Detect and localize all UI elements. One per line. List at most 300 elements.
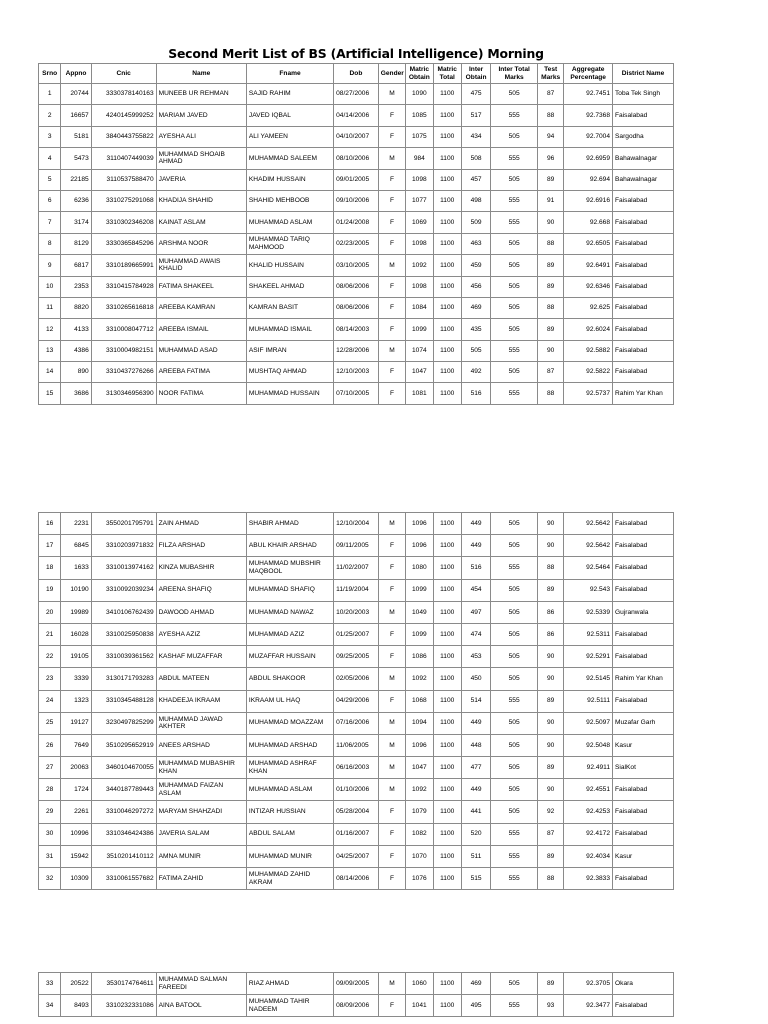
cell-matric-obtain: 1092 bbox=[406, 255, 433, 276]
cell-dob: 01/25/2007 bbox=[334, 623, 379, 645]
cell-district-name: SialKot bbox=[613, 757, 674, 779]
cell-matric-total: 1100 bbox=[433, 995, 461, 1017]
cell-inter-total-marks: 505 bbox=[491, 973, 538, 995]
cell-district-name: Faisalabad bbox=[613, 513, 674, 535]
cell-aggregate-percentage: 92.6491 bbox=[564, 255, 613, 276]
cell-fname: MUHAMMAD HUSSAIN bbox=[246, 383, 333, 404]
cell-srno: 9 bbox=[39, 255, 61, 276]
cell-name: JAVERIA bbox=[156, 169, 246, 190]
cell-test-marks: 90 bbox=[537, 340, 563, 361]
table-row bbox=[39, 84, 674, 105]
cell-inter-total-marks: 555 bbox=[491, 823, 538, 845]
cell-test-marks: 88 bbox=[537, 105, 563, 126]
cell-aggregate-percentage: 92.543 bbox=[564, 579, 613, 601]
cell-matric-total: 1100 bbox=[433, 105, 461, 126]
cell-district-name: Toba Tek Singh bbox=[613, 84, 674, 105]
cell-fname: ASIF IMRAN bbox=[246, 340, 333, 361]
column-header-matric-obtain: Matric Obtain bbox=[406, 64, 433, 84]
cell-test-marks: 90 bbox=[537, 212, 563, 233]
cell-cnic: 3330365845296 bbox=[91, 233, 156, 254]
column-header-inter-total-marks: Inter Total Marks bbox=[491, 64, 538, 84]
cell-name: MUNEEB UR REHMAN bbox=[156, 84, 246, 105]
cell-district-name: Kasur bbox=[613, 845, 674, 867]
cell-inter-total-marks: 505 bbox=[491, 579, 538, 601]
cell-inter-obtain: 477 bbox=[461, 757, 490, 779]
cell-fname: MUHAMMAD TAHIR NADEEM bbox=[246, 995, 333, 1017]
cell-fname: ABDUL SALAM bbox=[246, 823, 333, 845]
cell-district-name: Rahim Yar Khan bbox=[613, 668, 674, 690]
page-title: Second Merit List of BS (Artificial Intelligence) Morning bbox=[168, 46, 544, 61]
cell-test-marks: 89 bbox=[537, 169, 563, 190]
cell-fname: ABDUL SHAKOOR bbox=[246, 668, 333, 690]
cell-aggregate-percentage: 92.4253 bbox=[564, 801, 613, 823]
cell-matric-total: 1100 bbox=[433, 757, 461, 779]
cell-name: MUHAMMAD SALMAN FAREEDI bbox=[156, 973, 246, 995]
cell-cnic: 3230497825299 bbox=[91, 712, 156, 734]
cell-inter-total-marks: 555 bbox=[491, 212, 538, 233]
cell-dob: 01/24/2008 bbox=[334, 212, 379, 233]
cell-gender: F bbox=[378, 126, 405, 147]
cell-fname: SHABIR AHMAD bbox=[246, 513, 333, 535]
table-row bbox=[39, 105, 674, 126]
cell-srno: 11 bbox=[39, 297, 61, 318]
cell-name: ABDUL MATEEN bbox=[156, 668, 246, 690]
cell-aggregate-percentage: 92.6346 bbox=[564, 276, 613, 297]
cell-fname: MUHAMMAD AZIZ bbox=[246, 623, 333, 645]
cell-appno: 1724 bbox=[61, 779, 91, 801]
cell-matric-total: 1100 bbox=[433, 233, 461, 254]
cell-name: AREEBA FATIMA bbox=[156, 362, 246, 383]
cell-district-name: Faisalabad bbox=[613, 212, 674, 233]
cell-matric-obtain: 1041 bbox=[406, 995, 433, 1017]
table-row bbox=[39, 801, 674, 823]
cell-gender: F bbox=[378, 362, 405, 383]
cell-gender: M bbox=[378, 340, 405, 361]
cell-inter-total-marks: 505 bbox=[491, 297, 538, 318]
cell-dob: 02/23/2005 bbox=[334, 233, 379, 254]
table-row bbox=[39, 973, 674, 995]
cell-district-name: Faisalabad bbox=[613, 297, 674, 318]
cell-aggregate-percentage: 92.7368 bbox=[564, 105, 613, 126]
column-header-district-name: District Name bbox=[613, 64, 674, 84]
cell-test-marks: 90 bbox=[537, 734, 563, 756]
cell-appno: 10190 bbox=[61, 579, 91, 601]
cell-inter-total-marks: 555 bbox=[491, 148, 538, 169]
cell-dob: 08/14/2003 bbox=[334, 319, 379, 340]
cell-appno: 5181 bbox=[61, 126, 91, 147]
table-row bbox=[39, 535, 674, 557]
cell-cnic: 3310039361562 bbox=[91, 646, 156, 668]
cell-cnic: 3110407449039 bbox=[91, 148, 156, 169]
cell-inter-obtain: 469 bbox=[461, 297, 490, 318]
cell-cnic: 3410106762439 bbox=[91, 601, 156, 623]
cell-district-name: Sargodha bbox=[613, 126, 674, 147]
cell-dob: 10/20/2003 bbox=[334, 601, 379, 623]
cell-inter-obtain: 511 bbox=[461, 845, 490, 867]
cell-srno: 16 bbox=[39, 513, 61, 535]
cell-cnic: 3460104670055 bbox=[91, 757, 156, 779]
cell-name: MARIAM JAVED bbox=[156, 105, 246, 126]
cell-fname: MUHAMMAD ASLAM bbox=[246, 212, 333, 233]
cell-aggregate-percentage: 92.3477 bbox=[564, 995, 613, 1017]
cell-matric-total: 1100 bbox=[433, 712, 461, 734]
cell-gender: M bbox=[378, 668, 405, 690]
cell-fname: SHAHID MEHBOOB bbox=[246, 190, 333, 211]
cell-inter-total-marks: 555 bbox=[491, 383, 538, 404]
table-row bbox=[39, 557, 674, 579]
cell-srno: 34 bbox=[39, 995, 61, 1017]
cell-cnic: 3840443755822 bbox=[91, 126, 156, 147]
cell-srno: 24 bbox=[39, 690, 61, 712]
cell-matric-total: 1100 bbox=[433, 212, 461, 233]
table-row bbox=[39, 190, 674, 211]
cell-district-name: Faisalabad bbox=[613, 823, 674, 845]
cell-inter-obtain: 450 bbox=[461, 668, 490, 690]
cell-gender: F bbox=[378, 233, 405, 254]
cell-name: AREEBA KAMRAN bbox=[156, 297, 246, 318]
table-row bbox=[39, 668, 674, 690]
table-row bbox=[39, 297, 674, 318]
cell-aggregate-percentage: 92.5111 bbox=[564, 690, 613, 712]
cell-cnic: 3310004982151 bbox=[91, 340, 156, 361]
cell-gender: F bbox=[378, 297, 405, 318]
cell-dob: 08/06/2006 bbox=[334, 297, 379, 318]
cell-cnic: 3310232331086 bbox=[91, 995, 156, 1017]
cell-inter-obtain: 505 bbox=[461, 340, 490, 361]
cell-matric-obtain: 1077 bbox=[406, 190, 433, 211]
cell-name: NOOR FATIMA bbox=[156, 383, 246, 404]
cell-appno: 2231 bbox=[61, 513, 91, 535]
cell-appno: 3339 bbox=[61, 668, 91, 690]
cell-appno: 20063 bbox=[61, 757, 91, 779]
cell-inter-total-marks: 555 bbox=[491, 105, 538, 126]
column-header-aggregate-percentage: Aggregate Percentage bbox=[564, 64, 613, 84]
cell-test-marks: 90 bbox=[537, 668, 563, 690]
cell-aggregate-percentage: 92.5822 bbox=[564, 362, 613, 383]
cell-dob: 11/19/2004 bbox=[334, 579, 379, 601]
cell-aggregate-percentage: 92.3705 bbox=[564, 973, 613, 995]
cell-inter-obtain: 454 bbox=[461, 579, 490, 601]
table-row bbox=[39, 995, 674, 1017]
cell-appno: 8129 bbox=[61, 233, 91, 254]
cell-gender: M bbox=[378, 513, 405, 535]
cell-dob: 09/25/2005 bbox=[334, 646, 379, 668]
cell-district-name: Faisalabad bbox=[613, 319, 674, 340]
cell-cnic: 3130346956390 bbox=[91, 383, 156, 404]
cell-dob: 04/29/2006 bbox=[334, 690, 379, 712]
cell-matric-total: 1100 bbox=[433, 297, 461, 318]
cell-inter-obtain: 495 bbox=[461, 995, 490, 1017]
cell-dob: 01/10/2006 bbox=[334, 779, 379, 801]
cell-matric-obtain: 1099 bbox=[406, 319, 433, 340]
cell-aggregate-percentage: 92.4034 bbox=[564, 845, 613, 867]
cell-cnic: 3310265616818 bbox=[91, 297, 156, 318]
cell-test-marks: 89 bbox=[537, 845, 563, 867]
cell-fname: IKRAAM UL HAQ bbox=[246, 690, 333, 712]
cell-matric-total: 1100 bbox=[433, 579, 461, 601]
cell-matric-obtain: 1060 bbox=[406, 973, 433, 995]
cell-name: KINZA MUBASHIR bbox=[156, 557, 246, 579]
cell-matric-obtain: 1099 bbox=[406, 579, 433, 601]
cell-dob: 06/16/2003 bbox=[334, 757, 379, 779]
cell-inter-total-marks: 505 bbox=[491, 126, 538, 147]
cell-appno: 16028 bbox=[61, 623, 91, 645]
cell-aggregate-percentage: 92.6505 bbox=[564, 233, 613, 254]
cell-matric-total: 1100 bbox=[433, 276, 461, 297]
cell-district-name: Faisalabad bbox=[613, 535, 674, 557]
cell-srno: 15 bbox=[39, 383, 61, 404]
cell-name: KAINAT ASLAM bbox=[156, 212, 246, 233]
cell-test-marks: 88 bbox=[537, 233, 563, 254]
cell-appno: 6236 bbox=[61, 190, 91, 211]
cell-district-name: Faisalabad bbox=[613, 995, 674, 1017]
cell-gender: F bbox=[378, 845, 405, 867]
table-row bbox=[39, 579, 674, 601]
cell-matric-obtain: 1098 bbox=[406, 276, 433, 297]
cell-name: FATIMA ZAHID bbox=[156, 868, 246, 890]
cell-inter-obtain: 475 bbox=[461, 84, 490, 105]
cell-inter-obtain: 509 bbox=[461, 212, 490, 233]
cell-name: FATIMA SHAKEEL bbox=[156, 276, 246, 297]
table-row bbox=[39, 601, 674, 623]
cell-inter-obtain: 457 bbox=[461, 169, 490, 190]
table-row bbox=[39, 646, 674, 668]
cell-name: AINA BATOOL bbox=[156, 995, 246, 1017]
cell-srno: 33 bbox=[39, 973, 61, 995]
cell-inter-total-marks: 505 bbox=[491, 646, 538, 668]
cell-dob: 01/16/2007 bbox=[334, 823, 379, 845]
cell-district-name: Faisalabad bbox=[613, 276, 674, 297]
cell-name: AMNA MUNIR bbox=[156, 845, 246, 867]
cell-inter-obtain: 449 bbox=[461, 513, 490, 535]
cell-inter-obtain: 474 bbox=[461, 623, 490, 645]
cell-dob: 09/01/2005 bbox=[334, 169, 379, 190]
cell-name: MUHAMMAD MUBASHIR KHAN bbox=[156, 757, 246, 779]
cell-test-marks: 86 bbox=[537, 623, 563, 645]
cell-appno: 3174 bbox=[61, 212, 91, 233]
cell-name: ZAIN AHMAD bbox=[156, 513, 246, 535]
cell-aggregate-percentage: 92.5464 bbox=[564, 557, 613, 579]
cell-fname: MUHAMMAD ASHRAF KHAN bbox=[246, 757, 333, 779]
cell-matric-obtain: 1092 bbox=[406, 668, 433, 690]
cell-srno: 5 bbox=[39, 169, 61, 190]
cell-matric-total: 1100 bbox=[433, 169, 461, 190]
cell-gender: M bbox=[378, 757, 405, 779]
cell-matric-obtain: 1049 bbox=[406, 601, 433, 623]
cell-matric-obtain: 1074 bbox=[406, 340, 433, 361]
cell-name: ARSHMA NOOR bbox=[156, 233, 246, 254]
cell-cnic: 3310302346208 bbox=[91, 212, 156, 233]
cell-aggregate-percentage: 92.5048 bbox=[564, 734, 613, 756]
cell-inter-obtain: 516 bbox=[461, 557, 490, 579]
cell-inter-total-marks: 505 bbox=[491, 623, 538, 645]
cell-test-marks: 96 bbox=[537, 148, 563, 169]
merit-table-page-3 bbox=[38, 972, 674, 1017]
cell-matric-total: 1100 bbox=[433, 868, 461, 890]
cell-district-name: Faisalabad bbox=[613, 868, 674, 890]
cell-fname: ALI YAMEEN bbox=[246, 126, 333, 147]
cell-inter-obtain: 459 bbox=[461, 255, 490, 276]
cell-inter-obtain: 435 bbox=[461, 319, 490, 340]
cell-name: KHADIJA SHAHID bbox=[156, 190, 246, 211]
cell-gender: F bbox=[378, 623, 405, 645]
cell-inter-total-marks: 505 bbox=[491, 801, 538, 823]
cell-inter-total-marks: 505 bbox=[491, 276, 538, 297]
column-header-dob: Dob bbox=[334, 64, 379, 84]
cell-aggregate-percentage: 92.5339 bbox=[564, 601, 613, 623]
cell-name: AREENA SHAFIQ bbox=[156, 579, 246, 601]
cell-aggregate-percentage: 92.6916 bbox=[564, 190, 613, 211]
cell-cnic: 3310189665991 bbox=[91, 255, 156, 276]
cell-fname: MUHAMMAD MOAZZAM bbox=[246, 712, 333, 734]
cell-gender: F bbox=[378, 823, 405, 845]
cell-test-marks: 89 bbox=[537, 276, 563, 297]
cell-inter-total-marks: 555 bbox=[491, 845, 538, 867]
cell-test-marks: 91 bbox=[537, 190, 563, 211]
cell-appno: 2261 bbox=[61, 801, 91, 823]
cell-appno: 20522 bbox=[61, 973, 91, 995]
cell-inter-obtain: 516 bbox=[461, 383, 490, 404]
cell-cnic: 3310061557682 bbox=[91, 868, 156, 890]
cell-test-marks: 86 bbox=[537, 601, 563, 623]
cell-cnic: 3130171793283 bbox=[91, 668, 156, 690]
cell-srno: 10 bbox=[39, 276, 61, 297]
cell-matric-total: 1100 bbox=[433, 557, 461, 579]
cell-cnic: 3440187789443 bbox=[91, 779, 156, 801]
cell-cnic: 3310275291068 bbox=[91, 190, 156, 211]
cell-srno: 29 bbox=[39, 801, 61, 823]
cell-matric-obtain: 1047 bbox=[406, 362, 433, 383]
cell-gender: F bbox=[378, 212, 405, 233]
cell-district-name: Faisalabad bbox=[613, 362, 674, 383]
table-row bbox=[39, 513, 674, 535]
cell-test-marks: 89 bbox=[537, 757, 563, 779]
table-row bbox=[39, 623, 674, 645]
cell-cnic: 3330378140163 bbox=[91, 84, 156, 105]
cell-test-marks: 93 bbox=[537, 995, 563, 1017]
cell-fname: MUHAMMAD ASLAM bbox=[246, 779, 333, 801]
cell-aggregate-percentage: 92.7004 bbox=[564, 126, 613, 147]
cell-gender: F bbox=[378, 801, 405, 823]
cell-aggregate-percentage: 92.4172 bbox=[564, 823, 613, 845]
cell-aggregate-percentage: 92.5882 bbox=[564, 340, 613, 361]
cell-dob: 11/02/2007 bbox=[334, 557, 379, 579]
cell-name: MUHAMMAD FAIZAN ASLAM bbox=[156, 779, 246, 801]
cell-inter-obtain: 498 bbox=[461, 190, 490, 211]
table-row bbox=[39, 362, 674, 383]
cell-srno: 6 bbox=[39, 190, 61, 211]
cell-gender: F bbox=[378, 690, 405, 712]
cell-inter-obtain: 463 bbox=[461, 233, 490, 254]
cell-appno: 2353 bbox=[61, 276, 91, 297]
cell-appno: 1323 bbox=[61, 690, 91, 712]
cell-srno: 1 bbox=[39, 84, 61, 105]
cell-matric-total: 1100 bbox=[433, 340, 461, 361]
table-row bbox=[39, 845, 674, 867]
table-row bbox=[39, 868, 674, 890]
cell-cnic: 3310092039234 bbox=[91, 579, 156, 601]
cell-srno: 22 bbox=[39, 646, 61, 668]
cell-matric-total: 1100 bbox=[433, 668, 461, 690]
table-row bbox=[39, 340, 674, 361]
cell-srno: 25 bbox=[39, 712, 61, 734]
cell-inter-total-marks: 505 bbox=[491, 601, 538, 623]
cell-inter-obtain: 469 bbox=[461, 973, 490, 995]
cell-inter-total-marks: 555 bbox=[491, 995, 538, 1017]
cell-matric-obtain: 1096 bbox=[406, 513, 433, 535]
cell-fname: MUHAMMAD ISMAIL bbox=[246, 319, 333, 340]
cell-cnic: 3510295652919 bbox=[91, 734, 156, 756]
cell-fname: MUHAMMAD SALEEM bbox=[246, 148, 333, 169]
cell-gender: M bbox=[378, 973, 405, 995]
cell-matric-obtain: 1098 bbox=[406, 169, 433, 190]
cell-inter-obtain: 449 bbox=[461, 779, 490, 801]
cell-name: MUHAMMAD JAWAD AKHTER bbox=[156, 712, 246, 734]
table-row bbox=[39, 233, 674, 254]
cell-matric-obtain: 1084 bbox=[406, 297, 433, 318]
cell-matric-total: 1100 bbox=[433, 84, 461, 105]
cell-district-name: Muzafar Garh bbox=[613, 712, 674, 734]
cell-inter-obtain: 515 bbox=[461, 868, 490, 890]
cell-inter-total-marks: 505 bbox=[491, 779, 538, 801]
cell-test-marks: 88 bbox=[537, 297, 563, 318]
cell-fname: MUSHTAQ AHMAD bbox=[246, 362, 333, 383]
cell-test-marks: 90 bbox=[537, 535, 563, 557]
cell-aggregate-percentage: 92.6959 bbox=[564, 148, 613, 169]
cell-aggregate-percentage: 92.5642 bbox=[564, 513, 613, 535]
cell-inter-obtain: 508 bbox=[461, 148, 490, 169]
cell-matric-obtain: 1080 bbox=[406, 557, 433, 579]
cell-inter-obtain: 517 bbox=[461, 105, 490, 126]
cell-district-name: Faisalabad bbox=[613, 690, 674, 712]
cell-fname: MUHAMMAD ZAHID AKRAM bbox=[246, 868, 333, 890]
cell-appno: 6845 bbox=[61, 535, 91, 557]
cell-matric-total: 1100 bbox=[433, 646, 461, 668]
cell-matric-total: 1100 bbox=[433, 690, 461, 712]
cell-district-name: Faisalabad bbox=[613, 105, 674, 126]
cell-aggregate-percentage: 92.5145 bbox=[564, 668, 613, 690]
cell-appno: 3686 bbox=[61, 383, 91, 404]
cell-dob: 08/09/2006 bbox=[334, 995, 379, 1017]
cell-district-name: Faisalabad bbox=[613, 623, 674, 645]
cell-appno: 19127 bbox=[61, 712, 91, 734]
cell-cnic: 3310346424386 bbox=[91, 823, 156, 845]
cell-cnic: 4240145999252 bbox=[91, 105, 156, 126]
cell-inter-total-marks: 505 bbox=[491, 319, 538, 340]
cell-appno: 8820 bbox=[61, 297, 91, 318]
cell-inter-obtain: 441 bbox=[461, 801, 490, 823]
cell-srno: 14 bbox=[39, 362, 61, 383]
cell-inter-total-marks: 505 bbox=[491, 734, 538, 756]
cell-fname: MUZAFFAR HUSSAIN bbox=[246, 646, 333, 668]
cell-name: AREEBA ISMAIL bbox=[156, 319, 246, 340]
cell-cnic: 3310008047712 bbox=[91, 319, 156, 340]
cell-district-name: Bahawalnagar bbox=[613, 169, 674, 190]
cell-name: KHADEEJA IKRAAM bbox=[156, 690, 246, 712]
cell-fname: JAVED IQBAL bbox=[246, 105, 333, 126]
cell-fname: MUHAMMAD MUBSHIR MAQBOOL bbox=[246, 557, 333, 579]
cell-inter-obtain: 520 bbox=[461, 823, 490, 845]
cell-fname: SAJID RAHIM bbox=[246, 84, 333, 105]
cell-matric-total: 1100 bbox=[433, 383, 461, 404]
cell-inter-obtain: 434 bbox=[461, 126, 490, 147]
cell-matric-total: 1100 bbox=[433, 190, 461, 211]
cell-gender: F bbox=[378, 868, 405, 890]
cell-matric-total: 1100 bbox=[433, 601, 461, 623]
cell-srno: 31 bbox=[39, 845, 61, 867]
cell-dob: 09/11/2005 bbox=[334, 535, 379, 557]
cell-gender: M bbox=[378, 712, 405, 734]
